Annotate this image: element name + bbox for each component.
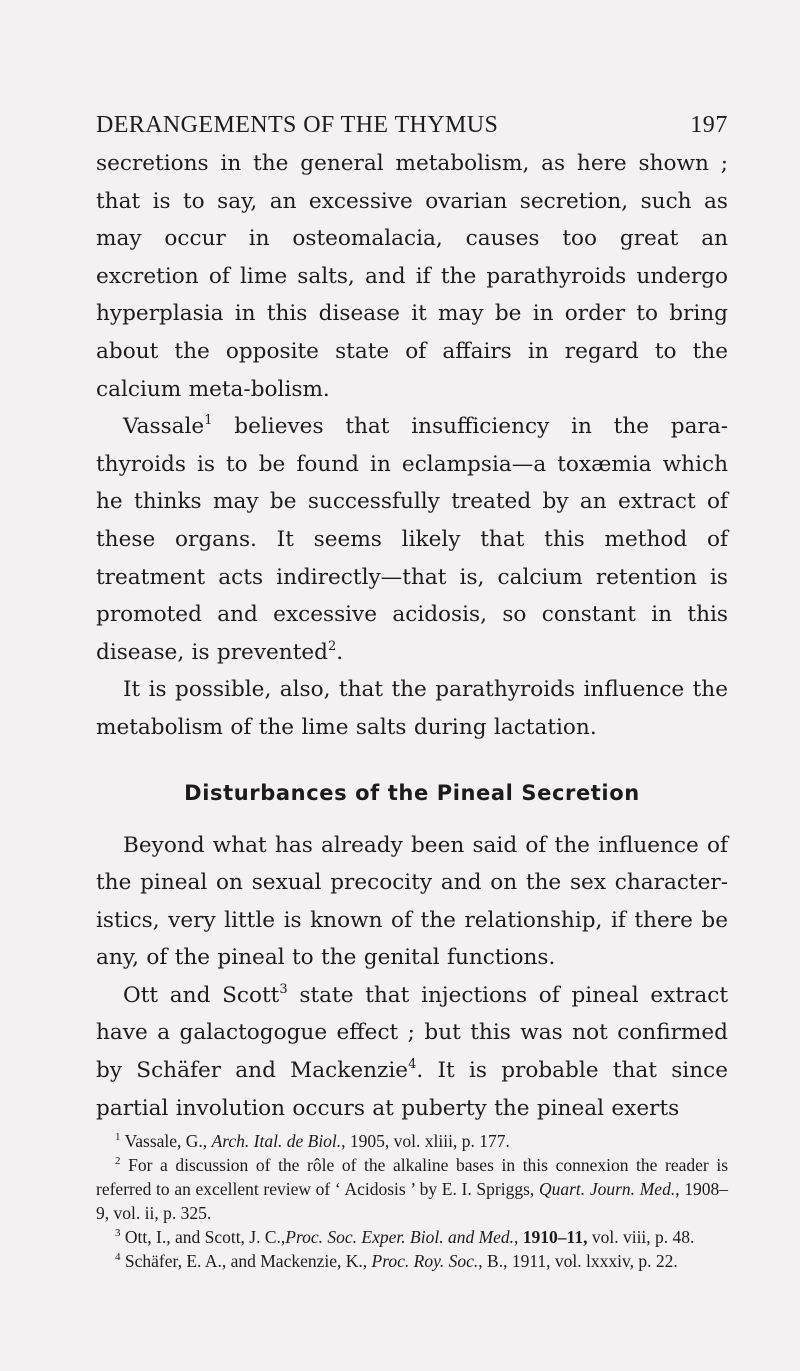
paragraph-continued: [96, 145, 728, 408]
footnote-2-journal: Quart. Journ. Med.: [538, 1179, 676, 1200]
footnote-1-authors: Vassale, G.,: [124, 1131, 212, 1152]
footnote-ref-4: 4: [408, 1057, 417, 1073]
paragraph-lactation: [96, 671, 728, 746]
paragraph-2-author: Vassale: [123, 414, 205, 440]
footnote-4: [96, 1249, 728, 1273]
paragraph-2-end: .: [336, 639, 344, 665]
footnote-2-details: , 1908–9, vol. ii, p. 325.: [96, 1179, 729, 1224]
footnote-ref-1: 1: [204, 413, 213, 429]
footnote-4-authors: Schäfer, E. A., and Mackenzie, K.,: [124, 1251, 372, 1272]
footnote-1-journal: Arch. Ital. de Biol.: [211, 1131, 342, 1152]
footnote-3-authors: Ott, I., and Scott, J. C.,: [124, 1227, 286, 1248]
paragraph-5-text: state that injections of pineal extract have a galactogogue effect ; but this was not confirmed by Schäfer and Mackenzie: [96, 982, 728, 1084]
footnote-1-marker: 1: [115, 1131, 121, 1144]
running-header: [96, 112, 728, 139]
paragraph-4-text: Beyond what has already been said of the influence of the pineal on sexual precocity and on the sex character-istics, very little is known of the relationship, if there be any, of the pineal to the genital functions.: [96, 832, 728, 971]
footnotes: [96, 1129, 728, 1273]
running-title: DERANGEMENTS OF THE THYMUS: [96, 112, 499, 138]
paragraph-pineal: [96, 827, 728, 977]
paragraph-3-text: It is possible, also, that the parathyroids influence the metabolism of the lime salts during lactation.: [96, 677, 728, 740]
footnote-3-journal: Proc. Soc. Exper. Biol. and Med.: [285, 1227, 515, 1248]
page-number: 197: [690, 112, 728, 138]
section-heading: Disturbances of the Pineal Secretion: [184, 780, 640, 805]
footnote-3-year: 1910–11,: [518, 1227, 588, 1248]
footnote-2: [96, 1153, 728, 1225]
body-text: [96, 145, 728, 1127]
footnote-2-marker: 2: [115, 1155, 121, 1168]
paragraph-vassale: [96, 408, 728, 671]
footnote-4-details: , B., 1911, vol. lxxxiv, p. 22.: [478, 1251, 678, 1272]
paragraph-1-text: secretions in the general metabolism, as here shown ; that is to say, an excessive ovarian secretion, such as may occur in osteomalacia, causes too great an excretion of lime salts, and if the parathyroids undergo hyperplasia in this disease it may be in order to bring about the opposite state of affairs in regard to the calcium meta-bolism.: [96, 151, 728, 402]
footnote-4-journal: Proc. Roy. Soc.: [371, 1251, 479, 1272]
footnote-3: [96, 1225, 728, 1249]
footnote-1: [96, 1129, 728, 1153]
footnote-4-marker: 4: [115, 1251, 121, 1264]
footnote-3-marker: 3: [115, 1227, 121, 1240]
footnote-2-text: For a discussion of the rôle of the alkaline bases in this connexion the reader is referred to an excellent review of ‘ Acidosis ’ by E. I. Spriggs,: [96, 1155, 729, 1200]
footnote-3-details: vol. viii, p. 48.: [587, 1227, 695, 1248]
paragraph-ott-scott: [96, 977, 728, 1127]
footnote-1-details: , 1905, vol. xliii, p. 177.: [341, 1131, 510, 1152]
footnote-3-comma: ,: [514, 1227, 519, 1248]
footnote-ref-2: 2: [328, 638, 337, 654]
footnote-ref-3: 3: [279, 981, 288, 997]
paragraph-5-end: . It is probable that since partial involution occurs at puberty the pineal exerts: [96, 1058, 728, 1121]
book-page: [96, 112, 728, 1273]
paragraph-5-author: Ott and Scott: [123, 982, 280, 1008]
paragraph-2-text: believes that insufficiency in the para-thyroids is to be found in eclampsia—a toxæmia which he thinks may be successfully treated by an extract of these organs. It seems likely that this method of treatment acts indirectly—that is, calcium retention is promoted and excessive acidosis, so constant in this disease, is prevented: [96, 414, 728, 665]
